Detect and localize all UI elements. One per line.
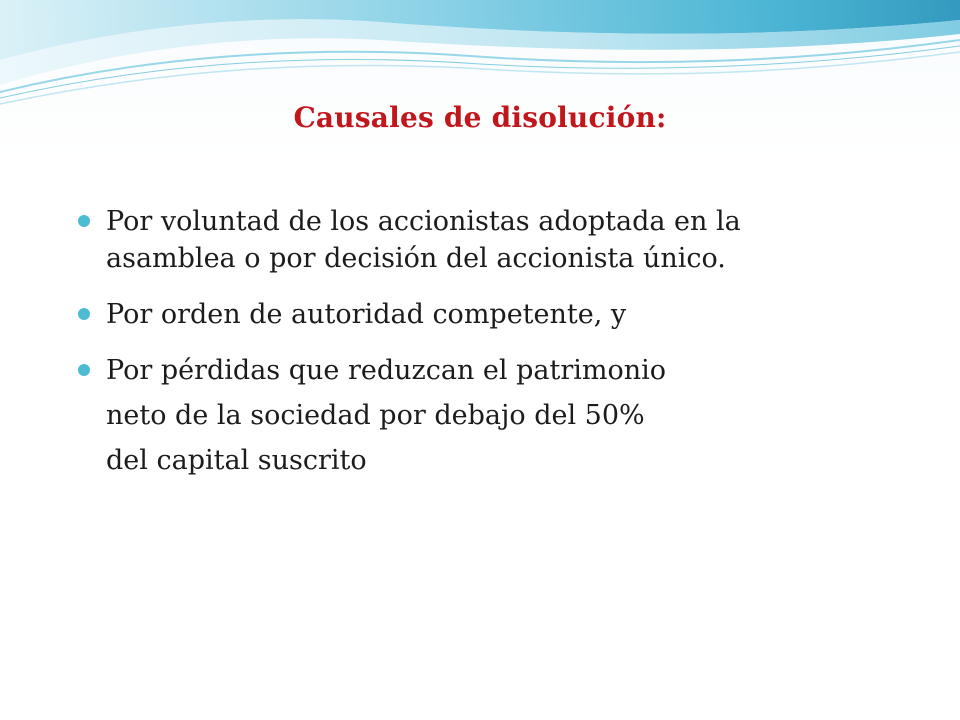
bullet-dot-icon bbox=[78, 308, 90, 320]
bullet-item-2 bbox=[78, 296, 878, 333]
bullet-2-line-1: Por orden de autoridad competente, y bbox=[106, 299, 627, 330]
bullet-list bbox=[78, 203, 878, 479]
bullet-dot-icon bbox=[78, 364, 90, 376]
bullet-dot-icon bbox=[78, 215, 90, 227]
continuation-line-2: del capital suscrito bbox=[106, 445, 367, 476]
bullet-item-3 bbox=[78, 352, 878, 389]
bullet-1-line-1: Por voluntad de los accionistas adoptada en la bbox=[106, 206, 741, 237]
bullet-1-line-2: asamblea o por decisión del accionista único. bbox=[106, 243, 726, 274]
slide-title: Causales de disolución: bbox=[293, 101, 667, 134]
bullet-3-line-1: Por pérdidas que reduzcan el patrimonio bbox=[106, 355, 667, 386]
continuation-line-1: neto de la sociedad por debajo del 50% bbox=[106, 400, 645, 431]
bullet-item-1 bbox=[78, 203, 878, 277]
